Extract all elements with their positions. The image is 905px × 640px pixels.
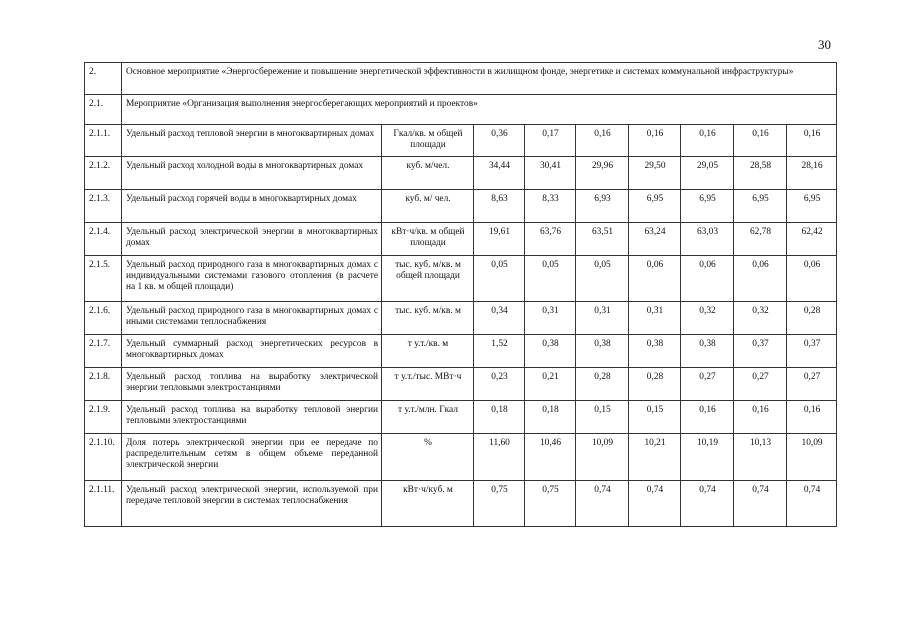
value-cell: 0,31 <box>629 302 681 335</box>
unit-cell: % <box>382 434 474 481</box>
value-cell: 63,51 <box>576 223 629 256</box>
row-number: 2.1.4. <box>85 223 122 256</box>
row-number: 2.1.6. <box>85 302 122 335</box>
table-row <box>85 368 837 401</box>
value-cell: 6,95 <box>734 190 787 223</box>
value-cell: 1,52 <box>474 335 525 368</box>
indicators-table <box>84 62 837 527</box>
row-number: 2.1.1. <box>85 125 122 157</box>
value-cell: 0,27 <box>681 368 734 401</box>
section-title: Мероприятие «Организация выполнения энергосберегающих мероприятий и проектов» <box>122 95 837 125</box>
indicator-name: Удельный расход горячей воды в многоквартирных домах <box>122 190 382 223</box>
row-number: 2.1.11. <box>85 481 122 527</box>
value-cell: 0,16 <box>787 125 837 157</box>
value-cell: 0,18 <box>474 401 525 434</box>
value-cell: 10,19 <box>681 434 734 481</box>
value-cell: 0,06 <box>681 256 734 302</box>
value-cell: 29,05 <box>681 157 734 190</box>
table-row <box>85 256 837 302</box>
value-cell: 0,16 <box>787 401 837 434</box>
indicator-name: Удельный расход тепловой энергии в многоквартирных домах <box>122 125 382 157</box>
table-row <box>85 302 837 335</box>
value-cell: 0,06 <box>629 256 681 302</box>
table-body <box>85 63 837 527</box>
unit-cell: т у.т./тыс. МВт·ч <box>382 368 474 401</box>
value-cell: 11,60 <box>474 434 525 481</box>
unit-cell: куб. м/ чел. <box>382 190 474 223</box>
value-cell: 0,38 <box>576 335 629 368</box>
value-cell: 0,15 <box>576 401 629 434</box>
value-cell: 6,95 <box>681 190 734 223</box>
row-number: 2.1.5. <box>85 256 122 302</box>
value-cell: 62,42 <box>787 223 837 256</box>
value-cell: 0,74 <box>787 481 837 527</box>
value-cell: 19,61 <box>474 223 525 256</box>
section-number: 2.1. <box>85 95 122 125</box>
value-cell: 0,05 <box>576 256 629 302</box>
value-cell: 0,05 <box>474 256 525 302</box>
table-row <box>85 335 837 368</box>
value-cell: 0,21 <box>525 368 576 401</box>
table-row <box>85 223 837 256</box>
section-row <box>85 95 837 125</box>
unit-cell: т у.т./млн. Гкал <box>382 401 474 434</box>
section-title: Основное мероприятие «Энергосбережение и повышение энергетической эффективности в жилищном фонде, энергетике и системах коммунальной инфраструктуры» <box>122 63 837 95</box>
value-cell: 0,74 <box>681 481 734 527</box>
value-cell: 0,16 <box>734 401 787 434</box>
value-cell: 0,32 <box>734 302 787 335</box>
value-cell: 6,95 <box>629 190 681 223</box>
row-number: 2.1.10. <box>85 434 122 481</box>
value-cell: 0,74 <box>629 481 681 527</box>
value-cell: 0,23 <box>474 368 525 401</box>
value-cell: 8,63 <box>474 190 525 223</box>
value-cell: 0,38 <box>681 335 734 368</box>
value-cell: 0,17 <box>525 125 576 157</box>
value-cell: 62,78 <box>734 223 787 256</box>
indicator-name: Удельный расход электрической энергии, используемой при передаче тепловой энергии в системах теплоснабжения <box>122 481 382 527</box>
value-cell: 0,06 <box>734 256 787 302</box>
value-cell: 0,16 <box>734 125 787 157</box>
value-cell: 0,06 <box>787 256 837 302</box>
section-number: 2. <box>85 63 122 95</box>
value-cell: 0,74 <box>576 481 629 527</box>
value-cell: 30,41 <box>525 157 576 190</box>
value-cell: 29,96 <box>576 157 629 190</box>
value-cell: 0,38 <box>525 335 576 368</box>
value-cell: 0,32 <box>681 302 734 335</box>
row-number: 2.1.9. <box>85 401 122 434</box>
row-number: 2.1.2. <box>85 157 122 190</box>
value-cell: 6,95 <box>787 190 837 223</box>
unit-cell: кВт·ч/куб. м <box>382 481 474 527</box>
table-row <box>85 190 837 223</box>
unit-cell: тыс. куб. м/кв. м <box>382 302 474 335</box>
value-cell: 0,16 <box>629 125 681 157</box>
value-cell: 63,24 <box>629 223 681 256</box>
value-cell: 29,50 <box>629 157 681 190</box>
value-cell: 0,15 <box>629 401 681 434</box>
indicator-name: Удельный расход природного газа в многоквартирных домах с иными системами теплоснабжения <box>122 302 382 335</box>
value-cell: 10,46 <box>525 434 576 481</box>
value-cell: 10,13 <box>734 434 787 481</box>
table-row <box>85 481 837 527</box>
value-cell: 0,75 <box>474 481 525 527</box>
table-row <box>85 125 837 157</box>
value-cell: 8,33 <box>525 190 576 223</box>
value-cell: 0,74 <box>734 481 787 527</box>
value-cell: 0,16 <box>681 401 734 434</box>
value-cell: 10,21 <box>629 434 681 481</box>
row-number: 2.1.7. <box>85 335 122 368</box>
indicator-name: Удельный расход электрической энергии в многоквартирных домах <box>122 223 382 256</box>
value-cell: 0,38 <box>629 335 681 368</box>
indicator-name: Удельный суммарный расход энергетических ресурсов в многоквартирных домах <box>122 335 382 368</box>
row-number: 2.1.8. <box>85 368 122 401</box>
value-cell: 63,76 <box>525 223 576 256</box>
value-cell: 0,18 <box>525 401 576 434</box>
value-cell: 0,34 <box>474 302 525 335</box>
page-number: 30 <box>818 37 831 52</box>
unit-cell: т у.т./кв. м <box>382 335 474 368</box>
unit-cell: тыс. куб. м/кв. м общей площади <box>382 256 474 302</box>
value-cell: 0,27 <box>734 368 787 401</box>
table-row <box>85 401 837 434</box>
section-row <box>85 63 837 95</box>
indicator-name: Удельный расход топлива на выработку электрической энергии тепловыми электростанциями <box>122 368 382 401</box>
value-cell: 0,16 <box>681 125 734 157</box>
unit-cell: кВт·ч/кв. м общей площади <box>382 223 474 256</box>
value-cell: 28,16 <box>787 157 837 190</box>
value-cell: 0,16 <box>576 125 629 157</box>
row-number: 2.1.3. <box>85 190 122 223</box>
table-row <box>85 157 837 190</box>
value-cell: 0,37 <box>787 335 837 368</box>
indicator-name: Удельный расход топлива на выработку тепловой энергии тепловыми электростанциями <box>122 401 382 434</box>
value-cell: 6,93 <box>576 190 629 223</box>
value-cell: 0,31 <box>576 302 629 335</box>
value-cell: 10,09 <box>576 434 629 481</box>
unit-cell: Гкал/кв. м общей площади <box>382 125 474 157</box>
value-cell: 0,31 <box>525 302 576 335</box>
value-cell: 0,27 <box>787 368 837 401</box>
value-cell: 0,37 <box>734 335 787 368</box>
table-row <box>85 434 837 481</box>
unit-cell: куб. м/чел. <box>382 157 474 190</box>
value-cell: 0,28 <box>576 368 629 401</box>
indicator-name: Удельный расход холодной воды в многоквартирных домах <box>122 157 382 190</box>
indicator-name: Доля потерь электрической энергии при ее передаче по распределительным сетям в общем объеме переданной электрической энергии <box>122 434 382 481</box>
value-cell: 34,44 <box>474 157 525 190</box>
value-cell: 63,03 <box>681 223 734 256</box>
value-cell: 0,36 <box>474 125 525 157</box>
value-cell: 0,75 <box>525 481 576 527</box>
value-cell: 10,09 <box>787 434 837 481</box>
value-cell: 0,28 <box>787 302 837 335</box>
value-cell: 0,28 <box>629 368 681 401</box>
indicator-name: Удельный расход природного газа в многоквартирных домах с индивидуальными системами газового отопления (в расчете на 1 кв. м общей площади) <box>122 256 382 302</box>
value-cell: 0,05 <box>525 256 576 302</box>
value-cell: 28,58 <box>734 157 787 190</box>
